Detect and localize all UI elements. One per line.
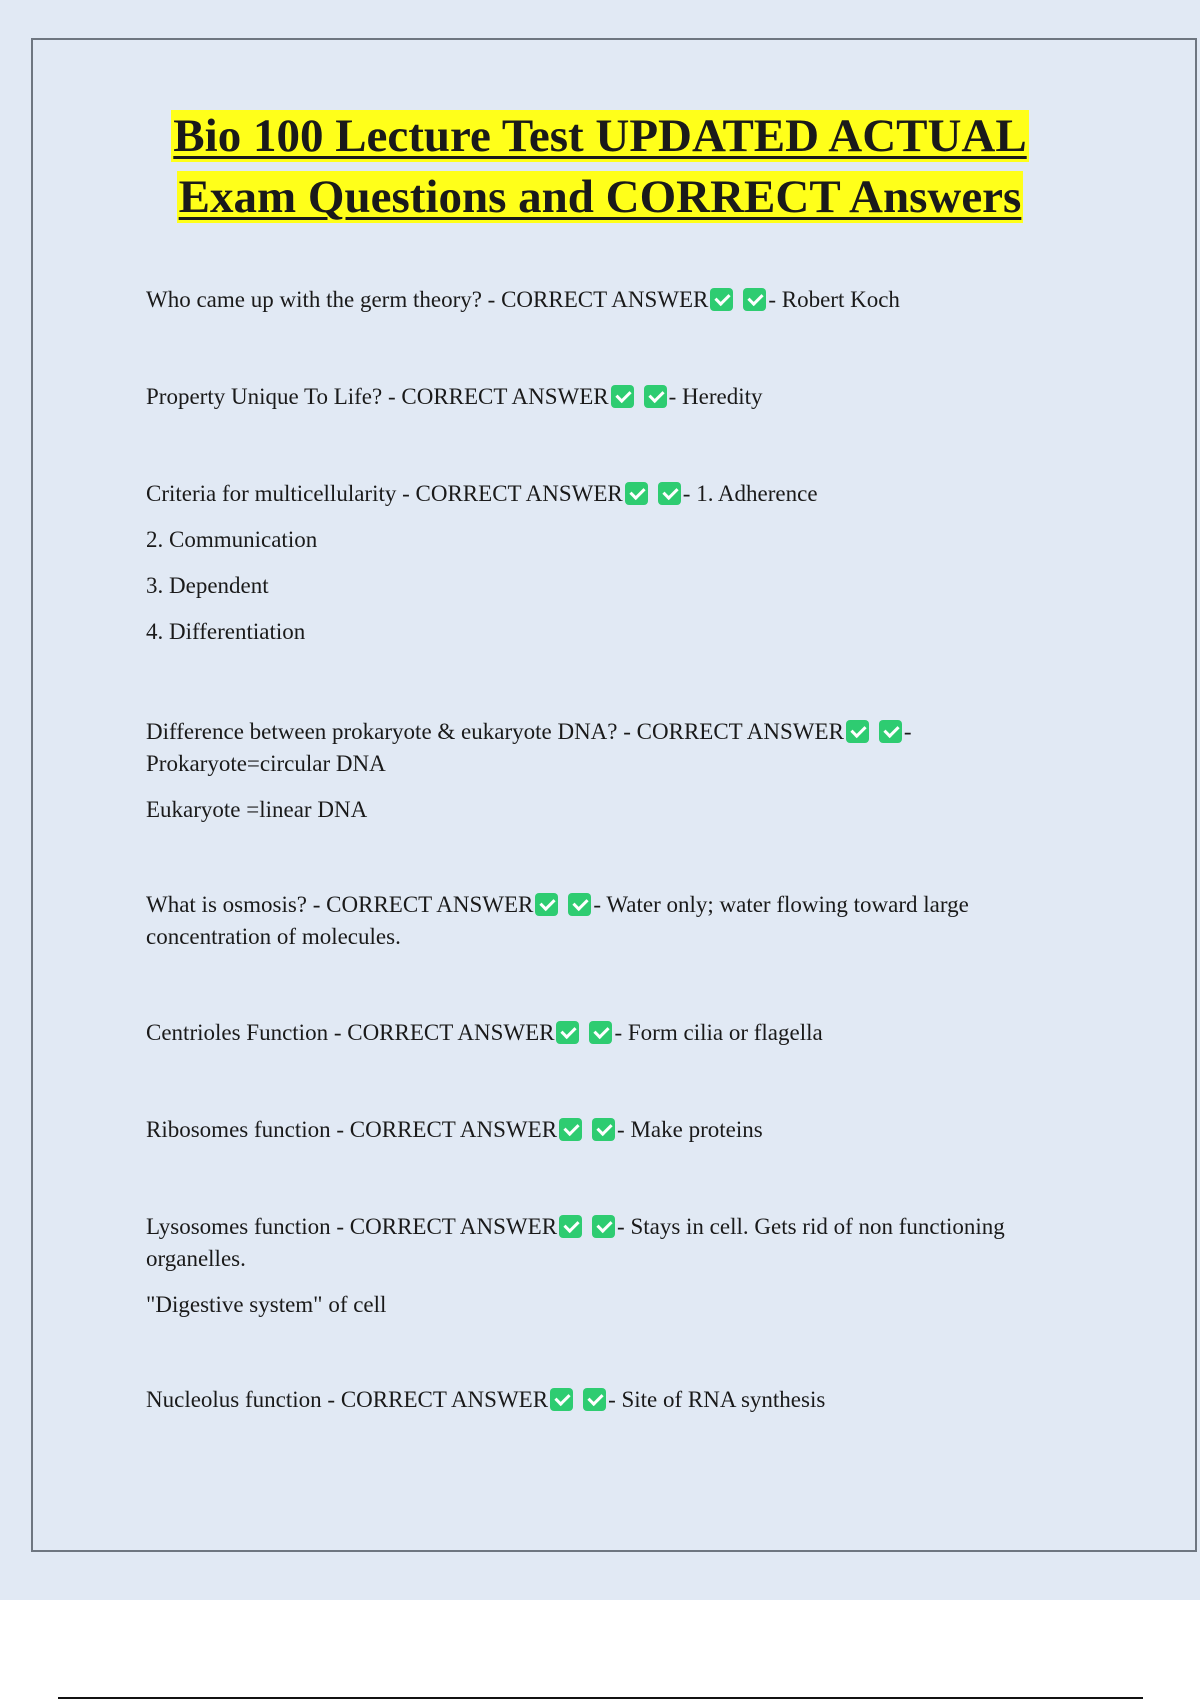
check-box-icon — [611, 385, 634, 408]
answer-text: - Water only; water flowing toward large concentration of molecules. — [146, 892, 969, 949]
title-line-2: Exam Questions and CORRECT Answers — [178, 171, 1022, 223]
qa-item — [146, 889, 1076, 953]
qa-line — [146, 1114, 1076, 1146]
question-text: Criteria for multicellularity - CORRECT ANSWER — [146, 481, 623, 506]
question-text: Who came up with the germ theory? - CORRECT ANSWER — [146, 287, 709, 312]
answer-text: - Prokaryote=circular DNA — [146, 719, 912, 776]
qa-line — [146, 1211, 1076, 1275]
question-text: Property Unique To Life? - CORRECT ANSWER — [146, 384, 609, 409]
check-box-icon — [589, 1021, 612, 1044]
qa-line — [146, 716, 1076, 780]
answer-continuation: 3. Dependent — [146, 573, 269, 598]
answer-text: - Make proteins — [617, 1117, 763, 1142]
qa-item — [146, 1211, 1076, 1321]
check-box-icon — [743, 288, 766, 311]
check-box-icon — [710, 288, 733, 311]
title-line-1: Bio 100 Lecture Test UPDATED ACTUAL — [173, 110, 1027, 162]
check-box-icon — [658, 482, 681, 505]
answer-text: - Site of RNA synthesis — [608, 1387, 826, 1412]
qa-line — [146, 1017, 1076, 1049]
qa-line — [146, 889, 1076, 953]
qa-item — [146, 381, 1076, 413]
answer-text: - 1. Adherence — [682, 481, 818, 506]
qa-line — [146, 284, 1076, 316]
question-text: Lysosomes function - CORRECT ANSWER — [146, 1214, 558, 1239]
qa-item — [146, 284, 1076, 316]
answer-text: - Stays in cell. Gets rid of non functioning organelles. — [146, 1214, 1005, 1271]
qa-line — [146, 1384, 1076, 1416]
qa-item — [146, 1384, 1076, 1416]
answer-text: - Robert Koch — [768, 287, 900, 312]
question-text: What is osmosis? - CORRECT ANSWER — [146, 892, 534, 917]
qa-line — [146, 381, 1076, 413]
answer-text: - Heredity — [668, 384, 763, 409]
answer-continuation: 2. Communication — [146, 527, 318, 552]
check-box-icon — [550, 1388, 573, 1411]
question-text: Centrioles Function - CORRECT ANSWER — [146, 1020, 555, 1045]
answer-text: - Form cilia or flagella — [614, 1020, 823, 1045]
check-box-icon — [625, 482, 648, 505]
answer-continuation: "Digestive system" of cell — [146, 1292, 387, 1317]
check-box-icon — [559, 1118, 582, 1141]
qa-item — [146, 1017, 1076, 1049]
check-box-icon — [592, 1118, 615, 1141]
question-text: Difference between prokaryote & eukaryote DNA? - CORRECT ANSWER — [146, 719, 844, 744]
qa-line — [146, 478, 1076, 510]
check-box-icon — [592, 1215, 615, 1238]
check-box-icon — [583, 1388, 606, 1411]
check-box-icon — [535, 893, 558, 916]
check-box-icon — [556, 1021, 579, 1044]
check-box-icon — [879, 720, 902, 743]
check-box-icon — [568, 893, 591, 916]
question-text: Ribosomes function - CORRECT ANSWER — [146, 1117, 558, 1142]
check-box-icon — [846, 720, 869, 743]
footer-rule — [58, 1697, 1143, 1699]
qa-item — [146, 716, 1076, 826]
qa-item — [146, 1114, 1076, 1146]
check-box-icon — [559, 1215, 582, 1238]
answer-continuation: 4. Differentiation — [146, 619, 306, 644]
qa-list — [146, 0, 1076, 1500]
check-box-icon — [644, 385, 667, 408]
answer-continuation: Eukaryote =linear DNA — [146, 797, 368, 822]
question-text: Nucleolus function - CORRECT ANSWER — [146, 1387, 549, 1412]
qa-item — [146, 478, 1076, 648]
